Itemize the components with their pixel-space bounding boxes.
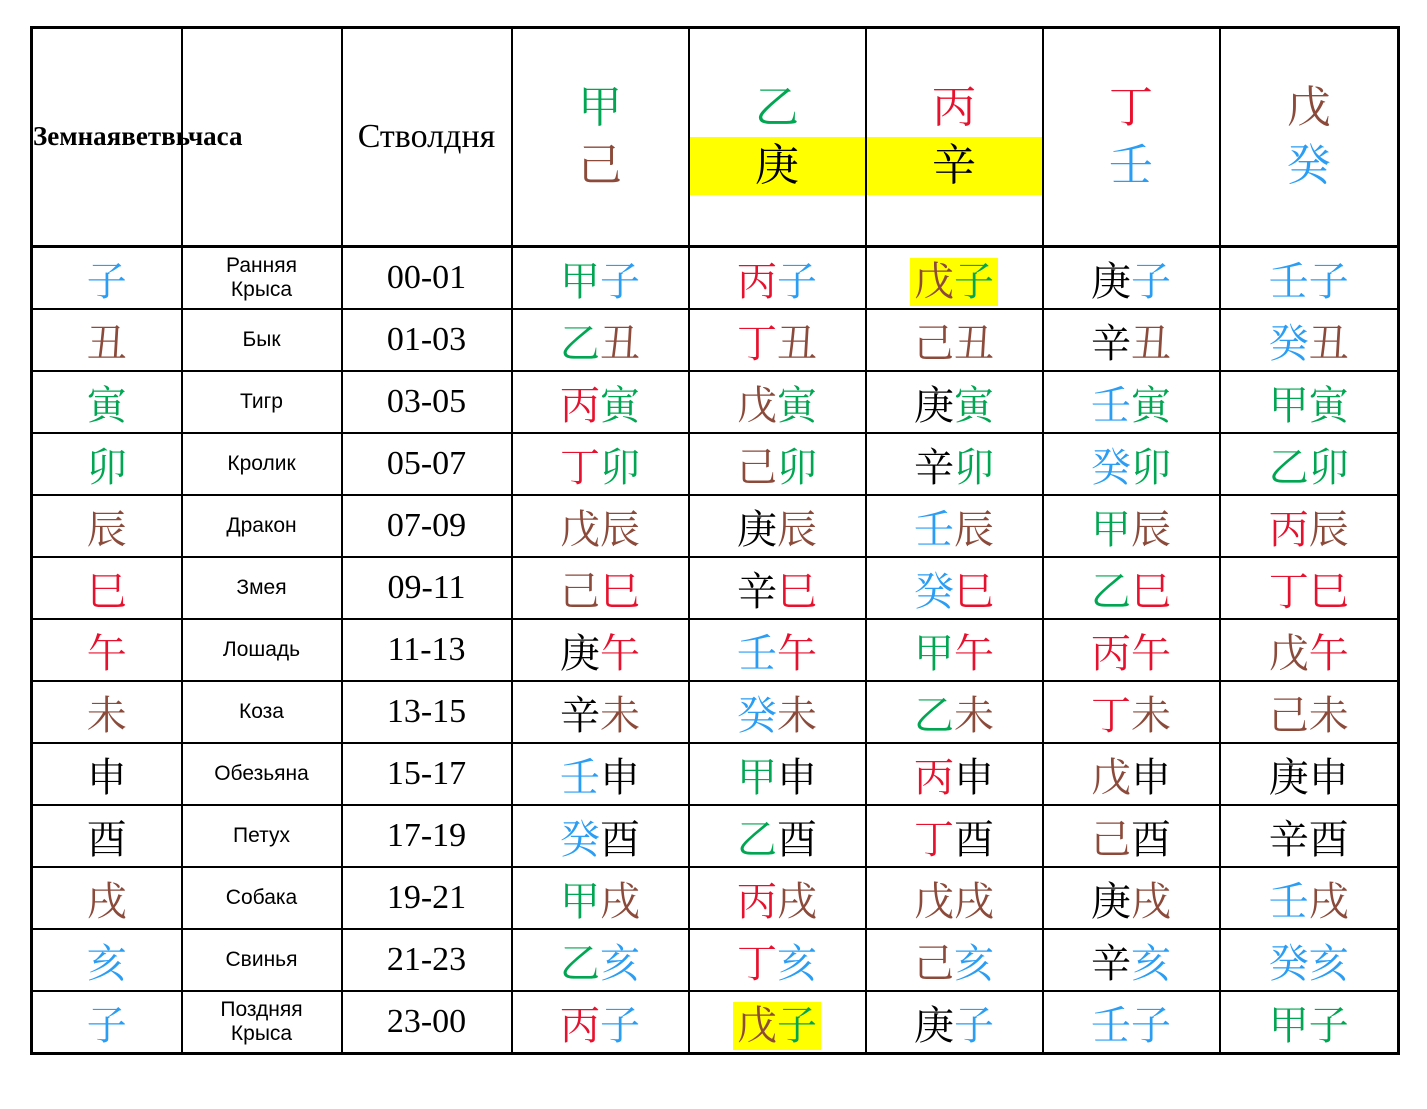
row-animal-line: Бык xyxy=(242,327,281,351)
pillar-branch: 巳 xyxy=(777,568,817,615)
pillar-stem: 戊 xyxy=(914,878,954,925)
row-animal-line: Поздняя xyxy=(220,997,303,1021)
pillar-stem: 乙 xyxy=(560,940,600,987)
pillar-branch: 未 xyxy=(1308,692,1349,739)
header-stem-bottom xyxy=(690,137,865,195)
header-day-stem-line: Ствол xyxy=(357,117,445,155)
pillar-branch: 丑 xyxy=(954,320,994,367)
row-animal-line: Собака xyxy=(225,885,298,909)
pillar-cell-r13-c3 xyxy=(866,991,1043,1054)
pillar-branch: 寅 xyxy=(954,382,994,429)
highlighted-pillar xyxy=(910,258,998,306)
pillar-branch: 申 xyxy=(777,754,817,801)
table-row xyxy=(32,247,1399,310)
pillar-cell-r3-c1 xyxy=(512,371,689,433)
row-branch: 子 xyxy=(32,247,182,310)
pillar-stem: 甲 xyxy=(1268,382,1309,429)
pillar-stem: 庚 xyxy=(1268,754,1309,801)
pillar-stem: 癸 xyxy=(560,816,600,863)
table-row xyxy=(32,309,1399,371)
pillar-cell-r7-c5 xyxy=(1220,619,1399,681)
header-stem-top: 丙 xyxy=(932,81,976,133)
pillar-cell-r9-c2 xyxy=(689,743,866,805)
hour-pillar-table xyxy=(30,26,1400,1055)
pillar-branch: 子 xyxy=(777,1002,817,1049)
pillar-cell-r1-c3 xyxy=(866,247,1043,310)
pillar-stem: 辛 xyxy=(1091,940,1131,987)
pillar-branch: 酉 xyxy=(1131,816,1171,863)
highlighted-pillar xyxy=(733,1002,821,1050)
pillar-cell-r12-c2 xyxy=(689,929,866,991)
pillar-stem: 癸 xyxy=(737,692,777,739)
pillar-cell-r13-c5 xyxy=(1220,991,1399,1054)
pillar-branch: 申 xyxy=(954,754,994,801)
pillar-branch: 辰 xyxy=(1308,506,1349,553)
header-stem-bottom-glyph: 癸 xyxy=(1286,140,1331,191)
pillar-stem: 丙 xyxy=(1091,630,1131,677)
pillar-branch: 子 xyxy=(954,258,994,305)
pillar-branch: 巳 xyxy=(1308,568,1349,615)
pillar-branch: 戌 xyxy=(1308,878,1349,925)
row-branch: 午 xyxy=(32,619,182,681)
pillar-branch: 巳 xyxy=(600,568,640,615)
pillar-cell-r3-c5 xyxy=(1220,371,1399,433)
header-stem-bottom-glyph: 己 xyxy=(578,140,622,191)
row-branch: 酉 xyxy=(32,805,182,867)
pillar-stem: 戊 xyxy=(1268,630,1309,677)
pillar-cell-r7-c3 xyxy=(866,619,1043,681)
header-stem-bottom xyxy=(513,137,688,195)
row-hour-range: 11-13 xyxy=(342,619,512,681)
row-branch: 亥 xyxy=(32,929,182,991)
pillar-branch: 未 xyxy=(600,692,640,739)
row-animal-line: Обезьяна xyxy=(214,761,309,785)
pillar-cell-r9-c3 xyxy=(866,743,1043,805)
row-animal-line: Петух xyxy=(233,823,290,847)
pillar-branch: 午 xyxy=(600,630,640,677)
pillar-branch: 申 xyxy=(1131,754,1171,801)
row-branch: 卯 xyxy=(32,433,182,495)
row-animal-name xyxy=(182,371,342,433)
row-animal-name xyxy=(182,743,342,805)
pillar-cell-r9-c5 xyxy=(1220,743,1399,805)
row-hour-range: 07-09 xyxy=(342,495,512,557)
row-branch: 丑 xyxy=(32,309,182,371)
pillar-branch: 卯 xyxy=(954,444,994,491)
pillar-branch: 戌 xyxy=(600,878,640,925)
pillar-cell-r10-c4 xyxy=(1043,805,1220,867)
table-row xyxy=(32,681,1399,743)
pillar-cell-r7-c4 xyxy=(1043,619,1220,681)
pillar-cell-r2-c3 xyxy=(866,309,1043,371)
pillar-stem: 癸 xyxy=(914,568,954,615)
pillar-stem: 甲 xyxy=(1091,506,1131,553)
pillar-branch: 亥 xyxy=(1131,940,1171,987)
pillar-cell-r8-c2 xyxy=(689,681,866,743)
pillar-branch: 辰 xyxy=(600,506,640,553)
pillar-cell-r13-c1 xyxy=(512,991,689,1054)
pillar-stem: 辛 xyxy=(1091,320,1131,367)
pillar-cell-r4-c4 xyxy=(1043,433,1220,495)
row-animal-line: Свинья xyxy=(225,947,298,971)
header-stem-bottom-glyph: 庚 xyxy=(690,137,865,195)
pillar-branch: 卯 xyxy=(600,444,640,491)
pillar-branch: 申 xyxy=(600,754,640,801)
pillar-branch: 子 xyxy=(777,258,817,305)
pillar-stem: 壬 xyxy=(1268,258,1309,305)
pillar-branch: 子 xyxy=(1308,1002,1349,1049)
pillar-stem: 己 xyxy=(560,568,600,615)
pillar-branch: 未 xyxy=(777,692,817,739)
header-stem-top: 乙 xyxy=(755,81,799,133)
pillar-cell-r5-c2 xyxy=(689,495,866,557)
table-row xyxy=(32,371,1399,433)
pillar-branch: 子 xyxy=(1308,258,1349,305)
pillar-cell-r6-c4 xyxy=(1043,557,1220,619)
header-day-stem-line: дня xyxy=(444,117,496,155)
pillar-stem: 庚 xyxy=(560,630,600,677)
header-stem-column-4 xyxy=(1043,28,1220,247)
pillar-branch: 卯 xyxy=(777,444,817,491)
pillar-cell-r8-c5 xyxy=(1220,681,1399,743)
table-row xyxy=(32,743,1399,805)
pillar-stem: 丙 xyxy=(914,754,954,801)
pillar-stem: 己 xyxy=(737,444,777,491)
pillar-branch: 戌 xyxy=(777,878,817,925)
table-row xyxy=(32,557,1399,619)
row-branch: 子 xyxy=(32,991,182,1054)
header-stem-bottom xyxy=(867,137,1042,195)
pillar-cell-r3-c2 xyxy=(689,371,866,433)
pillar-stem: 戊 xyxy=(1091,754,1131,801)
pillar-stem: 庚 xyxy=(1091,878,1131,925)
header-branch-label-line: ветвь xyxy=(121,121,188,152)
pillar-cell-r4-c5 xyxy=(1220,433,1399,495)
pillar-stem: 丁 xyxy=(1268,568,1309,615)
pillar-stem: 乙 xyxy=(914,692,954,739)
pillar-cell-r6-c2 xyxy=(689,557,866,619)
pillar-stem: 乙 xyxy=(737,816,777,863)
pillar-branch: 子 xyxy=(600,1002,640,1049)
pillar-cell-r10-c2 xyxy=(689,805,866,867)
table-row xyxy=(32,495,1399,557)
pillar-stem: 戊 xyxy=(737,382,777,429)
row-animal-name xyxy=(182,991,342,1054)
header-day-stem xyxy=(342,28,512,247)
header-stem-column-5 xyxy=(1220,28,1399,247)
pillar-branch: 卯 xyxy=(1308,444,1349,491)
pillar-branch: 未 xyxy=(954,692,994,739)
pillar-stem: 壬 xyxy=(914,506,954,553)
row-animal-name xyxy=(182,681,342,743)
pillar-cell-r5-c3 xyxy=(866,495,1043,557)
header-stem-column-3 xyxy=(866,28,1043,247)
pillar-cell-r13-c2 xyxy=(689,991,866,1054)
pillar-stem: 丙 xyxy=(560,382,600,429)
pillar-branch: 未 xyxy=(1131,692,1171,739)
pillar-branch: 酉 xyxy=(1308,816,1349,863)
row-animal-name xyxy=(182,247,342,310)
pillar-branch: 酉 xyxy=(777,816,817,863)
pillar-branch: 丑 xyxy=(1308,320,1349,367)
pillar-branch: 丑 xyxy=(600,320,640,367)
header-branch-label-line: Земная xyxy=(33,121,122,152)
pillar-cell-r1-c1 xyxy=(512,247,689,310)
pillar-cell-r13-c4 xyxy=(1043,991,1220,1054)
row-animal-line: Лошадь xyxy=(222,637,301,661)
table-row xyxy=(32,991,1399,1054)
pillar-branch: 辰 xyxy=(954,506,994,553)
row-animal-line: Крыса xyxy=(230,1022,293,1045)
header-stem-bottom-glyph: 壬 xyxy=(1109,140,1153,191)
row-hour-range: 13-15 xyxy=(342,681,512,743)
pillar-cell-r10-c5 xyxy=(1220,805,1399,867)
pillar-cell-r2-c4 xyxy=(1043,309,1220,371)
pillar-branch: 午 xyxy=(1131,630,1171,677)
pillar-stem: 庚 xyxy=(914,1002,954,1049)
pillar-stem: 戊 xyxy=(914,258,954,305)
pillar-branch: 辰 xyxy=(777,506,817,553)
row-animal-name xyxy=(182,557,342,619)
row-animal-name xyxy=(182,619,342,681)
pillar-cell-r12-c4 xyxy=(1043,929,1220,991)
pillar-branch: 寅 xyxy=(600,382,640,429)
pillar-stem: 戊 xyxy=(560,506,600,553)
row-hour-range: 00-01 xyxy=(342,247,512,310)
row-branch: 申 xyxy=(32,743,182,805)
header-stem-bottom xyxy=(1044,137,1219,195)
row-hour-range: 09-11 xyxy=(342,557,512,619)
row-hour-range: 21-23 xyxy=(342,929,512,991)
pillar-stem: 壬 xyxy=(1091,1002,1131,1049)
pillar-stem: 丙 xyxy=(737,878,777,925)
row-hour-range: 03-05 xyxy=(342,371,512,433)
header-branch-label-line: часа xyxy=(187,121,243,152)
row-branch: 戌 xyxy=(32,867,182,929)
row-animal-name xyxy=(182,309,342,371)
table-header-row xyxy=(32,28,1399,247)
header-stem-column-2 xyxy=(689,28,866,247)
row-animal-line: Ранняя xyxy=(226,253,297,277)
pillar-cell-r11-c1 xyxy=(512,867,689,929)
pillar-cell-r6-c1 xyxy=(512,557,689,619)
row-hour-range: 05-07 xyxy=(342,433,512,495)
pillar-stem: 乙 xyxy=(1268,444,1309,491)
pillar-cell-r4-c3 xyxy=(866,433,1043,495)
pillar-cell-r9-c1 xyxy=(512,743,689,805)
row-branch: 寅 xyxy=(32,371,182,433)
pillar-stem: 丁 xyxy=(914,816,954,863)
pillar-stem: 丁 xyxy=(1091,692,1131,739)
pillar-branch: 亥 xyxy=(954,940,994,987)
row-animal-name xyxy=(182,433,342,495)
pillar-cell-r7-c2 xyxy=(689,619,866,681)
row-animal-name xyxy=(182,867,342,929)
pillar-branch: 亥 xyxy=(777,940,817,987)
row-animal-name xyxy=(182,929,342,991)
pillar-cell-r6-c5 xyxy=(1220,557,1399,619)
pillar-cell-r8-c4 xyxy=(1043,681,1220,743)
header-stem-top: 甲 xyxy=(578,81,622,133)
pillar-stem: 壬 xyxy=(560,754,600,801)
pillar-cell-r11-c4 xyxy=(1043,867,1220,929)
pillar-cell-r6-c3 xyxy=(866,557,1043,619)
pillar-stem: 甲 xyxy=(914,630,954,677)
pillar-stem: 丁 xyxy=(737,320,777,367)
header-stem-bottom-glyph: 辛 xyxy=(867,137,1042,195)
header-stem-top: 戊 xyxy=(1286,81,1331,133)
pillar-cell-r8-c1 xyxy=(512,681,689,743)
pillar-branch: 戌 xyxy=(954,878,994,925)
pillar-cell-r4-c1 xyxy=(512,433,689,495)
pillar-cell-r12-c3 xyxy=(866,929,1043,991)
pillar-cell-r3-c3 xyxy=(866,371,1043,433)
pillar-branch: 子 xyxy=(1131,258,1171,305)
table-row xyxy=(32,619,1399,681)
header-earthly-branch-of-hour xyxy=(32,28,243,247)
pillar-stem: 庚 xyxy=(914,382,954,429)
pillar-cell-r1-c4 xyxy=(1043,247,1220,310)
pillar-stem: 甲 xyxy=(560,258,600,305)
pillar-branch: 子 xyxy=(954,1002,994,1049)
table-row xyxy=(32,867,1399,929)
pillar-cell-r1-c2 xyxy=(689,247,866,310)
pillar-branch: 子 xyxy=(600,258,640,305)
pillar-cell-r11-c3 xyxy=(866,867,1043,929)
pillar-cell-r2-c5 xyxy=(1220,309,1399,371)
pillar-stem: 庚 xyxy=(1091,258,1131,305)
pillar-cell-r5-c4 xyxy=(1043,495,1220,557)
row-animal-line: Коза xyxy=(239,699,284,723)
pillar-cell-r2-c2 xyxy=(689,309,866,371)
pillar-cell-r7-c1 xyxy=(512,619,689,681)
pillar-branch: 寅 xyxy=(1131,382,1171,429)
pillar-branch: 申 xyxy=(1308,754,1349,801)
pillar-stem: 丙 xyxy=(737,258,777,305)
pillar-stem: 丁 xyxy=(560,444,600,491)
pillar-cell-r1-c5 xyxy=(1220,247,1399,310)
table-row xyxy=(32,929,1399,991)
header-stem-bottom xyxy=(1221,137,1398,195)
pillar-branch: 戌 xyxy=(1131,878,1171,925)
pillar-stem: 乙 xyxy=(560,320,600,367)
pillar-cell-r10-c1 xyxy=(512,805,689,867)
row-animal-name xyxy=(182,495,342,557)
pillar-stem: 辛 xyxy=(914,444,954,491)
pillar-stem: 壬 xyxy=(1268,878,1309,925)
table-row xyxy=(32,433,1399,495)
pillar-branch: 午 xyxy=(954,630,994,677)
pillar-cell-r8-c3 xyxy=(866,681,1043,743)
pillar-branch: 酉 xyxy=(954,816,994,863)
pillar-stem: 己 xyxy=(914,320,954,367)
pillar-cell-r3-c4 xyxy=(1043,371,1220,433)
pillar-stem: 癸 xyxy=(1091,444,1131,491)
row-animal-name xyxy=(182,805,342,867)
row-hour-range: 15-17 xyxy=(342,743,512,805)
row-hour-range: 17-19 xyxy=(342,805,512,867)
pillar-stem: 己 xyxy=(1268,692,1309,739)
row-hour-range: 01-03 xyxy=(342,309,512,371)
pillar-stem: 丙 xyxy=(1268,506,1309,553)
pillar-branch: 寅 xyxy=(1308,382,1349,429)
pillar-stem: 戊 xyxy=(737,1002,777,1049)
pillar-stem: 癸 xyxy=(1268,320,1309,367)
pillar-branch: 亥 xyxy=(600,940,640,987)
pillar-cell-r12-c1 xyxy=(512,929,689,991)
pillar-cell-r10-c3 xyxy=(866,805,1043,867)
pillar-cell-r11-c5 xyxy=(1220,867,1399,929)
pillar-stem: 壬 xyxy=(737,630,777,677)
row-animal-line: Кролик xyxy=(227,451,296,475)
pillar-stem: 乙 xyxy=(1091,568,1131,615)
pillar-cell-r11-c2 xyxy=(689,867,866,929)
pillar-stem: 丙 xyxy=(560,1002,600,1049)
row-hour-range: 19-21 xyxy=(342,867,512,929)
pillar-branch: 午 xyxy=(777,630,817,677)
pillar-branch: 卯 xyxy=(1131,444,1171,491)
pillar-stem: 己 xyxy=(1091,816,1131,863)
row-hour-range: 23-00 xyxy=(342,991,512,1054)
pillar-cell-r5-c1 xyxy=(512,495,689,557)
row-animal-line: Дракон xyxy=(226,513,297,537)
pillar-branch: 巳 xyxy=(1131,568,1171,615)
pillar-stem: 庚 xyxy=(737,506,777,553)
row-animal-line: Крыса xyxy=(230,278,293,301)
pillar-stem: 甲 xyxy=(737,754,777,801)
pillar-stem: 癸 xyxy=(1268,940,1309,987)
pillar-cell-r4-c2 xyxy=(689,433,866,495)
pillar-branch: 辰 xyxy=(1131,506,1171,553)
pillar-branch: 寅 xyxy=(777,382,817,429)
pillar-stem: 丁 xyxy=(737,940,777,987)
pillar-branch: 酉 xyxy=(600,816,640,863)
pillar-branch: 丑 xyxy=(777,320,817,367)
pillar-stem: 辛 xyxy=(737,568,777,615)
pillar-cell-r2-c1 xyxy=(512,309,689,371)
pillar-branch: 丑 xyxy=(1131,320,1171,367)
pillar-branch: 亥 xyxy=(1308,940,1349,987)
pillar-branch: 子 xyxy=(1131,1002,1171,1049)
pillar-cell-r12-c5 xyxy=(1220,929,1399,991)
header-stem-top: 丁 xyxy=(1109,81,1153,133)
row-branch: 巳 xyxy=(32,557,182,619)
header-stem-column-1 xyxy=(512,28,689,247)
pillar-stem: 壬 xyxy=(1091,382,1131,429)
row-branch: 辰 xyxy=(32,495,182,557)
pillar-branch: 午 xyxy=(1308,630,1349,677)
pillar-stem: 甲 xyxy=(560,878,600,925)
pillar-stem: 己 xyxy=(914,940,954,987)
pillar-stem: 甲 xyxy=(1268,1002,1309,1049)
pillar-branch: 巳 xyxy=(954,568,994,615)
table-row xyxy=(32,805,1399,867)
pillar-stem: 辛 xyxy=(560,692,600,739)
row-animal-line: Змея xyxy=(236,575,287,599)
pillar-cell-r9-c4 xyxy=(1043,743,1220,805)
pillar-stem: 辛 xyxy=(1268,816,1309,863)
row-animal-line: Тигр xyxy=(240,389,283,413)
row-branch: 未 xyxy=(32,681,182,743)
pillar-cell-r5-c5 xyxy=(1220,495,1399,557)
